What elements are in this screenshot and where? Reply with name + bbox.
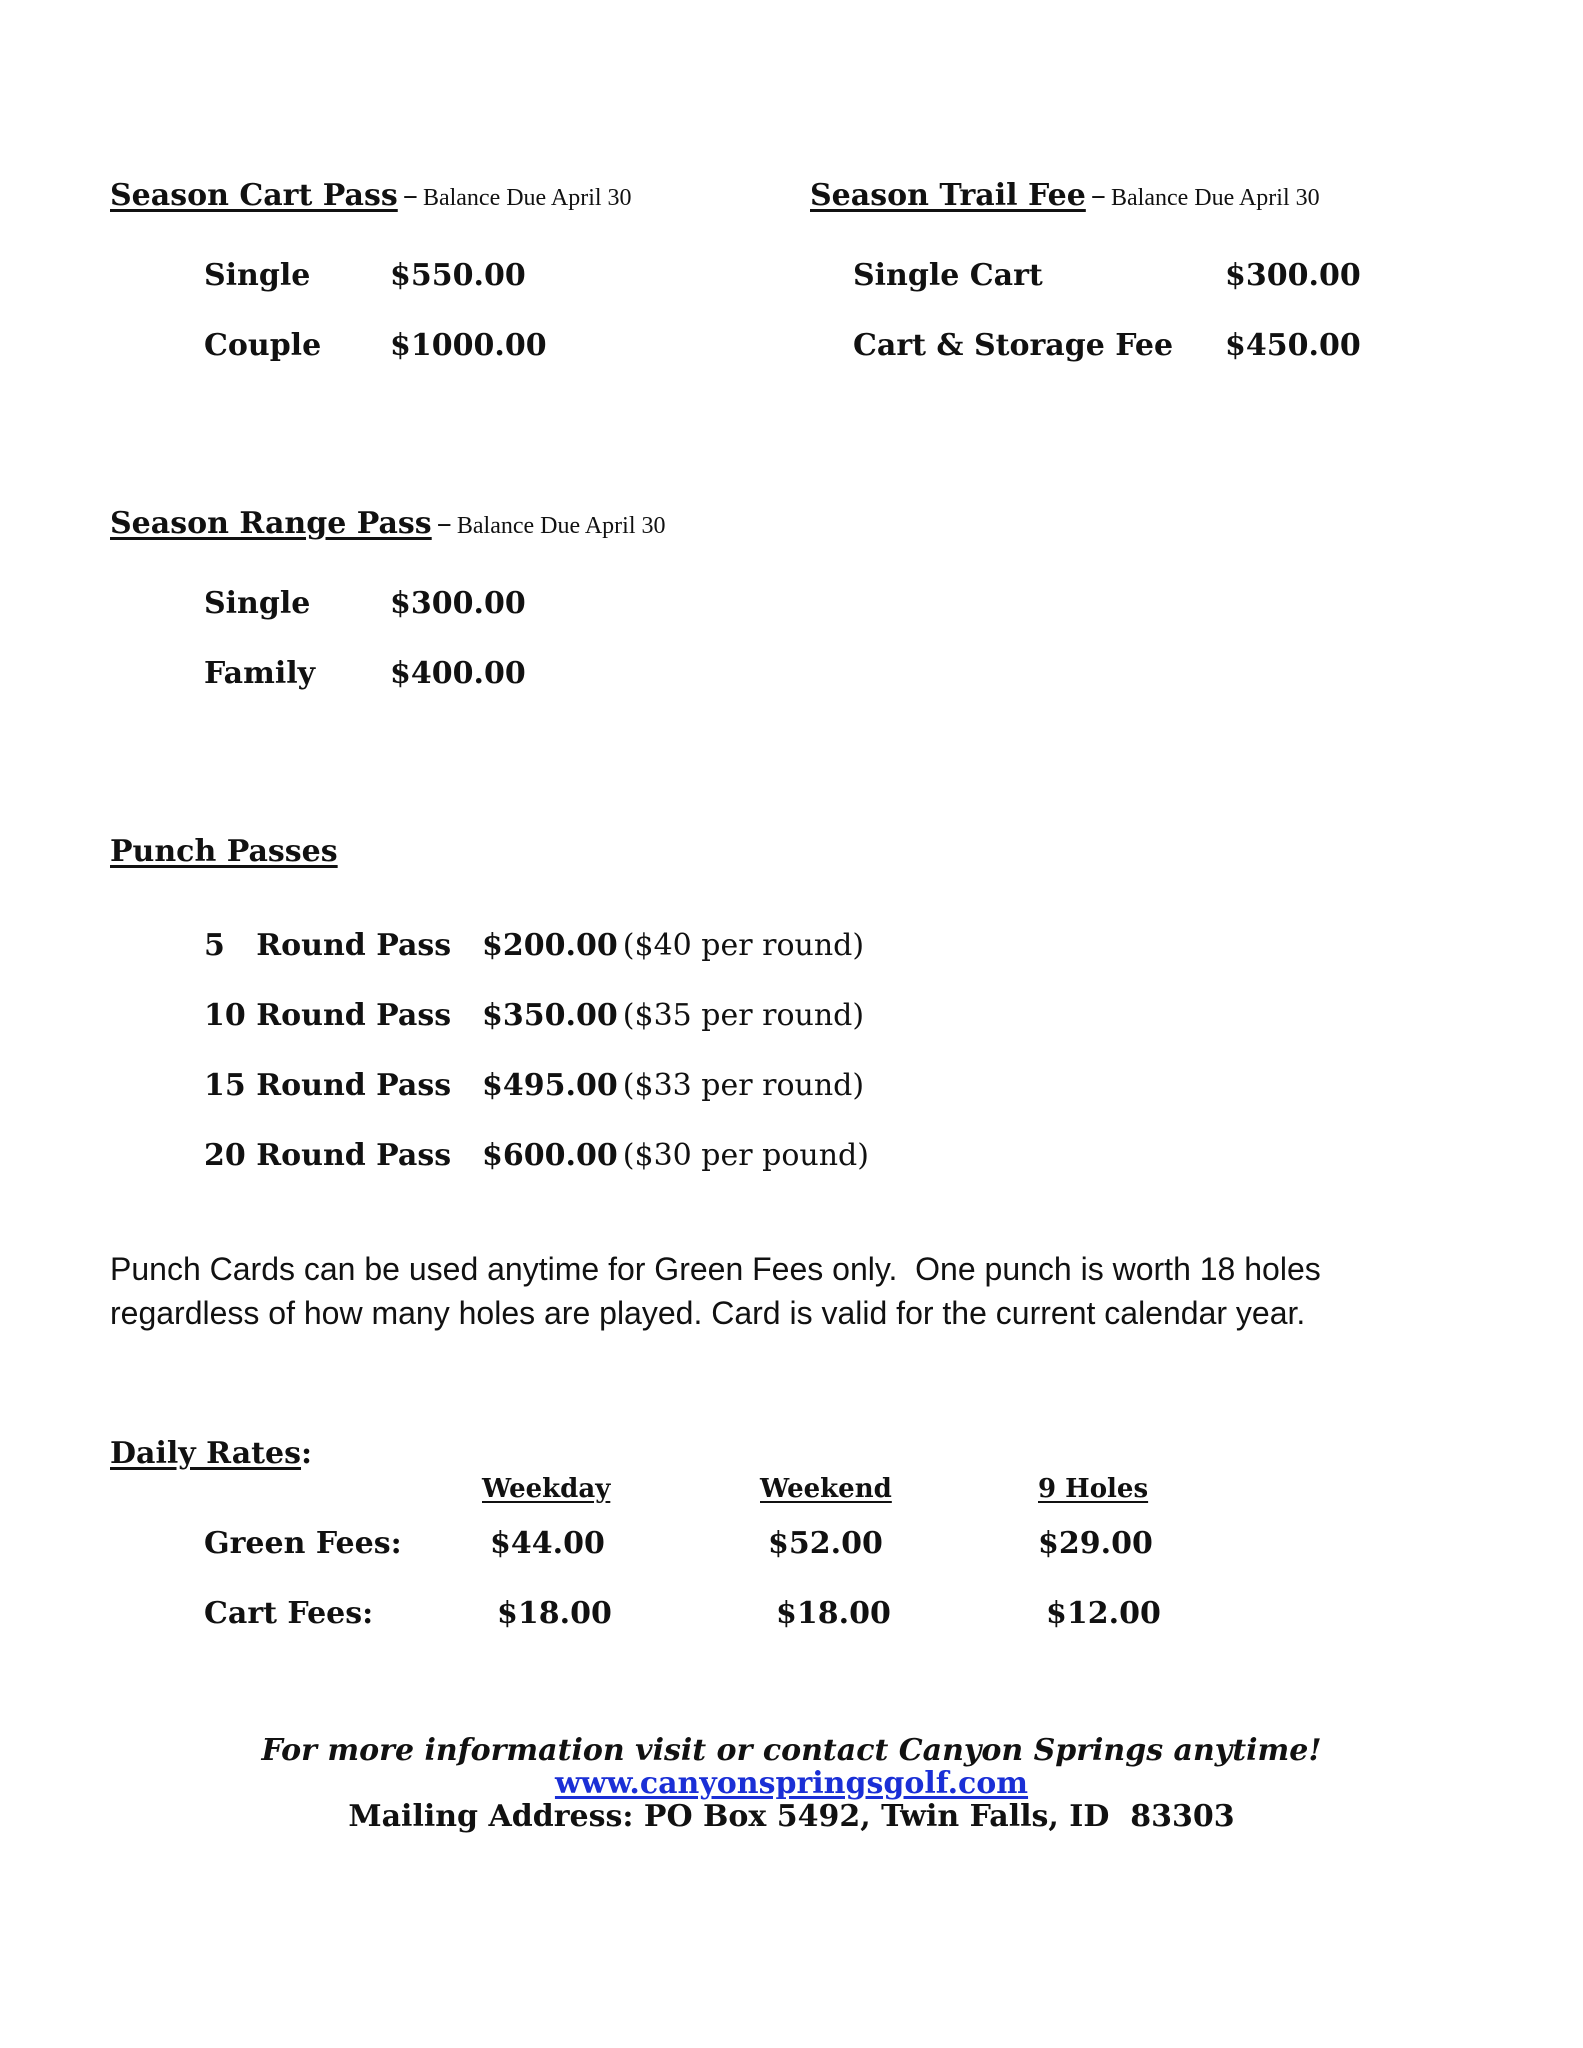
- range-pass-dash: –: [436, 506, 452, 541]
- cart-fees-weekend: $18.00: [776, 1596, 891, 1631]
- cart-fees-weekday: $18.00: [497, 1596, 612, 1631]
- cart-pass-due: Balance Due April 30: [422, 185, 632, 211]
- punch-price-20: $600.00: [482, 1138, 618, 1173]
- punch-label-20: 20 Round Pass: [204, 1138, 452, 1173]
- daily-rates-colon: :: [301, 1436, 313, 1471]
- green-fees-label: Green Fees:: [204, 1526, 402, 1561]
- trail-fee-dash: –: [1090, 178, 1106, 213]
- punch-label-15: 15 Round Pass: [204, 1068, 452, 1103]
- daily-col-9-holes: 9 Holes: [1038, 1474, 1149, 1504]
- range-pass-header: [110, 506, 666, 541]
- punch-note-20: ($30 per pound): [622, 1138, 869, 1173]
- punch-price-10-line: [482, 998, 864, 1033]
- daily-rates-title: Daily Rates: [110, 1436, 302, 1471]
- punch-passes-title: Punch Passes: [110, 834, 338, 869]
- cart-pass-title: Season Cart Pass: [110, 178, 398, 213]
- cart-pass-label-couple: Couple: [204, 328, 322, 363]
- footer-address: Mailing Address: PO Box 5492, Twin Falls, ID 83303: [348, 1799, 1235, 1834]
- trail-fee-label-storage: Cart & Storage Fee: [853, 328, 1174, 363]
- punch-label-10: 10 Round Pass: [204, 998, 452, 1033]
- punch-price-5-line: [482, 928, 864, 963]
- range-pass-price-family: $400.00: [390, 656, 526, 691]
- website-link[interactable]: www.canyonspringsgolf.com: [554, 1766, 1029, 1801]
- punch-description-line-2: regardless of how many holes are played. Card is valid for the current calendar year.: [110, 1295, 1306, 1331]
- range-pass-due: Balance Due April 30: [456, 513, 666, 539]
- cart-pass-label-single: Single: [204, 258, 311, 293]
- trail-fee-header: [810, 178, 1320, 213]
- cart-pass-header: [110, 178, 632, 213]
- range-pass-label-single: Single: [204, 586, 311, 621]
- punch-price-15: $495.00: [482, 1068, 618, 1103]
- trail-fee-title: Season Trail Fee: [810, 178, 1086, 213]
- daily-col-weekend: Weekend: [760, 1474, 892, 1504]
- daily-col-weekday: Weekday: [482, 1474, 611, 1504]
- trail-fee-price-storage: $450.00: [1225, 328, 1361, 363]
- footer-url-wrapper: [0, 1766, 1583, 1801]
- punch-price-15-line: [482, 1068, 864, 1103]
- cart-pass-price-single: $550.00: [390, 258, 526, 293]
- range-pass-price-single: $300.00: [390, 586, 526, 621]
- cart-fees-label: Cart Fees:: [204, 1596, 374, 1631]
- punch-note-15: ($33 per round): [622, 1068, 865, 1103]
- punch-note-10: ($35 per round): [622, 998, 865, 1033]
- footer-info: For more information visit or contact Canyon Springs anytime!: [261, 1733, 1322, 1768]
- trail-fee-price-single-cart: $300.00: [1225, 258, 1361, 293]
- cart-fees-9-holes: $12.00: [1046, 1596, 1161, 1631]
- punch-price-10: $350.00: [482, 998, 618, 1033]
- punch-description-line-1: Punch Cards can be used anytime for Green Fees only. One punch is worth 18 holes: [110, 1251, 1321, 1287]
- punch-note-5: ($40 per round): [622, 928, 865, 963]
- cart-pass-price-couple: $1000.00: [390, 328, 547, 363]
- punch-price-5: $200.00: [482, 928, 618, 963]
- range-pass-label-family: Family: [204, 656, 316, 691]
- range-pass-title: Season Range Pass: [110, 506, 432, 541]
- green-fees-9-holes: $29.00: [1038, 1526, 1153, 1561]
- punch-label-5: 5 Round Pass: [204, 928, 452, 963]
- trail-fee-due: Balance Due April 30: [1111, 185, 1320, 211]
- trail-fee-label-single-cart: Single Cart: [853, 258, 1043, 293]
- cart-pass-dash: –: [402, 178, 418, 213]
- green-fees-weekday: $44.00: [490, 1526, 605, 1561]
- daily-rates-header: [110, 1436, 312, 1471]
- green-fees-weekend: $52.00: [768, 1526, 883, 1561]
- punch-price-20-line: [482, 1138, 869, 1173]
